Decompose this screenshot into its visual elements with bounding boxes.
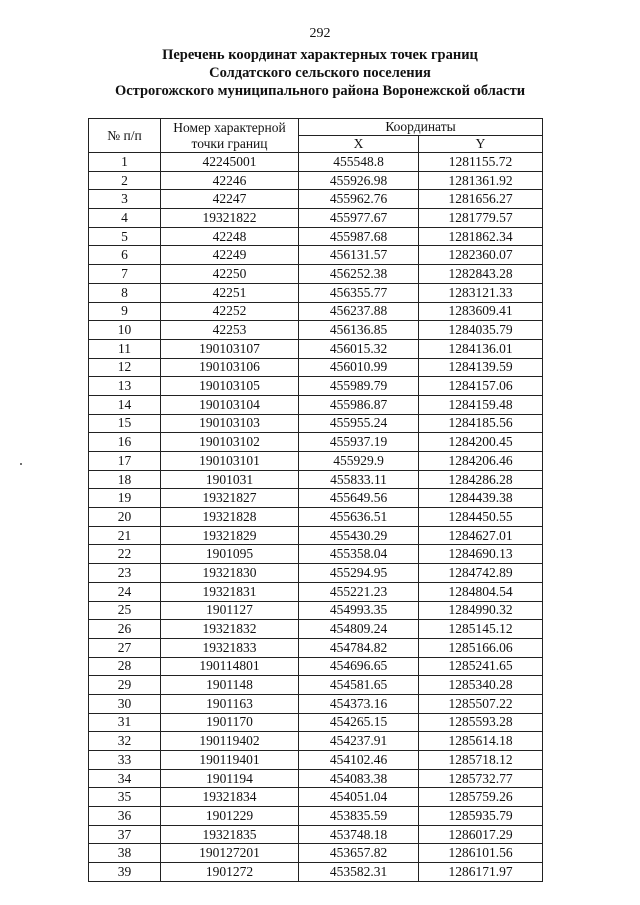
cell-x: 455833.11	[299, 470, 419, 489]
table-row	[89, 807, 543, 826]
cell-num: 32	[89, 732, 161, 751]
table-row	[89, 414, 543, 433]
cell-y: 1284690.13	[419, 545, 543, 564]
document-title	[0, 46, 640, 100]
cell-y: 1286017.29	[419, 825, 543, 844]
cell-x: 455987.68	[299, 227, 419, 246]
table-row	[89, 452, 543, 471]
table-header	[89, 119, 543, 153]
cell-num: 8	[89, 283, 161, 302]
cell-x: 455548.8	[299, 153, 419, 172]
cell-y: 1284159.48	[419, 395, 543, 414]
cell-num: 6	[89, 246, 161, 265]
cell-y: 1285935.79	[419, 807, 543, 826]
cell-y: 1283609.41	[419, 302, 543, 321]
cell-y: 1286171.97	[419, 863, 543, 882]
cell-num: 21	[89, 526, 161, 545]
cell-num: 28	[89, 657, 161, 676]
cell-point: 42253	[161, 321, 299, 340]
table-row	[89, 302, 543, 321]
cell-y: 1281361.92	[419, 171, 543, 190]
table-row	[89, 209, 543, 228]
table-row	[89, 489, 543, 508]
cell-x: 453835.59	[299, 807, 419, 826]
cell-x: 455221.23	[299, 582, 419, 601]
cell-y: 1284139.59	[419, 358, 543, 377]
table-row	[89, 620, 543, 639]
cell-y: 1284035.79	[419, 321, 543, 340]
cell-y: 1285507.22	[419, 694, 543, 713]
cell-point: 19321828	[161, 508, 299, 527]
cell-num: 11	[89, 339, 161, 358]
cell-y: 1285593.28	[419, 713, 543, 732]
table-row	[89, 769, 543, 788]
cell-y: 1285614.18	[419, 732, 543, 751]
cell-point: 190103105	[161, 377, 299, 396]
cell-num: 25	[89, 601, 161, 620]
table-row	[89, 321, 543, 340]
cell-y: 1285166.06	[419, 638, 543, 657]
table-row	[89, 526, 543, 545]
cell-num: 36	[89, 807, 161, 826]
cell-x: 454809.24	[299, 620, 419, 639]
cell-x: 456237.88	[299, 302, 419, 321]
cell-point: 42246	[161, 171, 299, 190]
cell-num: 34	[89, 769, 161, 788]
cell-point: 19321827	[161, 489, 299, 508]
cell-x: 454237.91	[299, 732, 419, 751]
cell-point: 19321834	[161, 788, 299, 807]
cell-y: 1285145.12	[419, 620, 543, 639]
table-row	[89, 358, 543, 377]
cell-x: 456010.99	[299, 358, 419, 377]
cell-x: 456355.77	[299, 283, 419, 302]
cell-num: 26	[89, 620, 161, 639]
cell-point: 190103101	[161, 452, 299, 471]
cell-x: 454373.16	[299, 694, 419, 713]
cell-point: 42247	[161, 190, 299, 209]
cell-y: 1281656.27	[419, 190, 543, 209]
cell-y: 1285340.28	[419, 676, 543, 695]
table-row	[89, 694, 543, 713]
cell-y: 1284627.01	[419, 526, 543, 545]
cell-point: 1901194	[161, 769, 299, 788]
cell-num: 17	[89, 452, 161, 471]
cell-num: 12	[89, 358, 161, 377]
cell-num: 23	[89, 564, 161, 583]
cell-y: 1285759.26	[419, 788, 543, 807]
cell-y: 1281155.72	[419, 153, 543, 172]
cell-y: 1285241.65	[419, 657, 543, 676]
cell-num: 14	[89, 395, 161, 414]
cell-x: 455955.24	[299, 414, 419, 433]
cell-point: 19321830	[161, 564, 299, 583]
cell-num: 39	[89, 863, 161, 882]
table-row	[89, 339, 543, 358]
cell-point: 19321832	[161, 620, 299, 639]
header-num: № п/п	[89, 119, 161, 153]
cell-point: 1901272	[161, 863, 299, 882]
cell-y: 1284450.55	[419, 508, 543, 527]
cell-x: 456015.32	[299, 339, 419, 358]
table-row	[89, 564, 543, 583]
table-row	[89, 601, 543, 620]
cell-point: 190114801	[161, 657, 299, 676]
cell-num: 3	[89, 190, 161, 209]
cell-x: 455636.51	[299, 508, 419, 527]
cell-point: 42252	[161, 302, 299, 321]
cell-num: 35	[89, 788, 161, 807]
table-row	[89, 582, 543, 601]
cell-num: 13	[89, 377, 161, 396]
table-row	[89, 657, 543, 676]
cell-num: 27	[89, 638, 161, 657]
cell-x: 454102.46	[299, 751, 419, 770]
cell-point: 190103102	[161, 433, 299, 452]
cell-point: 1901229	[161, 807, 299, 826]
cell-point: 190127201	[161, 844, 299, 863]
table-row	[89, 751, 543, 770]
cell-x: 455430.29	[299, 526, 419, 545]
cell-x: 456136.85	[299, 321, 419, 340]
cell-x: 454051.04	[299, 788, 419, 807]
cell-num: 30	[89, 694, 161, 713]
cell-num: 7	[89, 265, 161, 284]
cell-x: 453657.82	[299, 844, 419, 863]
cell-y: 1285718.12	[419, 751, 543, 770]
cell-x: 456252.38	[299, 265, 419, 284]
cell-y: 1283121.33	[419, 283, 543, 302]
cell-y: 1285732.77	[419, 769, 543, 788]
table-row	[89, 713, 543, 732]
cell-x: 454083.38	[299, 769, 419, 788]
cell-y: 1284439.38	[419, 489, 543, 508]
cell-num: 1	[89, 153, 161, 172]
table-row	[89, 844, 543, 863]
header-x: X	[299, 136, 419, 153]
cell-point: 19321829	[161, 526, 299, 545]
page-number: 292	[309, 26, 331, 41]
cell-point: 1901163	[161, 694, 299, 713]
cell-num: 16	[89, 433, 161, 452]
table-row	[89, 227, 543, 246]
cell-num: 19	[89, 489, 161, 508]
cell-point: 1901148	[161, 676, 299, 695]
cell-point: 190119402	[161, 732, 299, 751]
cell-y: 1284804.54	[419, 582, 543, 601]
header-coords: Координаты	[299, 119, 543, 136]
cell-num: 5	[89, 227, 161, 246]
table-row	[89, 825, 543, 844]
table-row	[89, 246, 543, 265]
cell-y: 1284200.45	[419, 433, 543, 452]
table-row	[89, 545, 543, 564]
cell-point: 42245001	[161, 153, 299, 172]
cell-num: 31	[89, 713, 161, 732]
cell-x: 454993.35	[299, 601, 419, 620]
cell-x: 455649.56	[299, 489, 419, 508]
cell-num: 18	[89, 470, 161, 489]
cell-point: 190119401	[161, 751, 299, 770]
cell-num: 38	[89, 844, 161, 863]
cell-x: 454784.82	[299, 638, 419, 657]
cell-point: 19321833	[161, 638, 299, 657]
cell-x: 455929.9	[299, 452, 419, 471]
cell-x: 455962.76	[299, 190, 419, 209]
cell-point: 1901095	[161, 545, 299, 564]
cell-x: 453748.18	[299, 825, 419, 844]
cell-x: 455358.04	[299, 545, 419, 564]
cell-x: 454581.65	[299, 676, 419, 695]
cell-y: 1284990.32	[419, 601, 543, 620]
cell-num: 33	[89, 751, 161, 770]
scan-speck	[20, 463, 22, 465]
cell-num: 4	[89, 209, 161, 228]
cell-point: 190103104	[161, 395, 299, 414]
cell-y: 1281779.57	[419, 209, 543, 228]
cell-y: 1286101.56	[419, 844, 543, 863]
table-row	[89, 638, 543, 657]
cell-y: 1282843.28	[419, 265, 543, 284]
table-row	[89, 676, 543, 695]
cell-x: 454696.65	[299, 657, 419, 676]
cell-point: 190103107	[161, 339, 299, 358]
header-point	[161, 119, 299, 153]
cell-y: 1284206.46	[419, 452, 543, 471]
cell-num: 37	[89, 825, 161, 844]
cell-x: 455937.19	[299, 433, 419, 452]
cell-num: 15	[89, 414, 161, 433]
cell-y: 1284742.89	[419, 564, 543, 583]
header-point-line-1: Номер характерной	[173, 119, 286, 135]
header-y: Y	[419, 136, 543, 153]
table-row	[89, 863, 543, 882]
cell-num: 22	[89, 545, 161, 564]
cell-point: 42251	[161, 283, 299, 302]
cell-x: 455926.98	[299, 171, 419, 190]
table-row	[89, 788, 543, 807]
table-row	[89, 732, 543, 751]
cell-y: 1284157.06	[419, 377, 543, 396]
cell-point: 1901031	[161, 470, 299, 489]
cell-num: 9	[89, 302, 161, 321]
cell-point: 1901170	[161, 713, 299, 732]
cell-num: 20	[89, 508, 161, 527]
title-line-2: Солдатского сельского поселения	[209, 65, 431, 81]
cell-x: 455977.67	[299, 209, 419, 228]
cell-num: 2	[89, 171, 161, 190]
cell-point: 42249	[161, 246, 299, 265]
cell-num: 24	[89, 582, 161, 601]
cell-point: 19321822	[161, 209, 299, 228]
cell-point: 1901127	[161, 601, 299, 620]
cell-point: 19321835	[161, 825, 299, 844]
table-body	[89, 153, 543, 882]
table-row	[89, 171, 543, 190]
coordinates-table	[88, 118, 543, 882]
cell-x: 456131.57	[299, 246, 419, 265]
header-point-line-2: точки границ	[191, 135, 268, 151]
cell-y: 1281862.34	[419, 227, 543, 246]
cell-x: 453582.31	[299, 863, 419, 882]
table-row	[89, 377, 543, 396]
cell-point: 190103103	[161, 414, 299, 433]
cell-x: 454265.15	[299, 713, 419, 732]
cell-y: 1284136.01	[419, 339, 543, 358]
table-row	[89, 283, 543, 302]
table-row	[89, 470, 543, 489]
cell-x: 455989.79	[299, 377, 419, 396]
table-row	[89, 433, 543, 452]
table-row	[89, 395, 543, 414]
cell-x: 455294.95	[299, 564, 419, 583]
cell-x: 455986.87	[299, 395, 419, 414]
cell-num: 29	[89, 676, 161, 695]
cell-point: 19321831	[161, 582, 299, 601]
cell-point: 42248	[161, 227, 299, 246]
cell-point: 42250	[161, 265, 299, 284]
cell-y: 1282360.07	[419, 246, 543, 265]
title-line-3: Острогожского муниципального района Воронежской области	[114, 83, 526, 99]
table-row	[89, 190, 543, 209]
table-row	[89, 265, 543, 284]
table-row	[89, 153, 543, 172]
cell-num: 10	[89, 321, 161, 340]
title-line-1: Перечень координат характерных точек границ	[162, 47, 478, 63]
cell-point: 190103106	[161, 358, 299, 377]
cell-y: 1284185.56	[419, 414, 543, 433]
table-row	[89, 508, 543, 527]
cell-y: 1284286.28	[419, 470, 543, 489]
